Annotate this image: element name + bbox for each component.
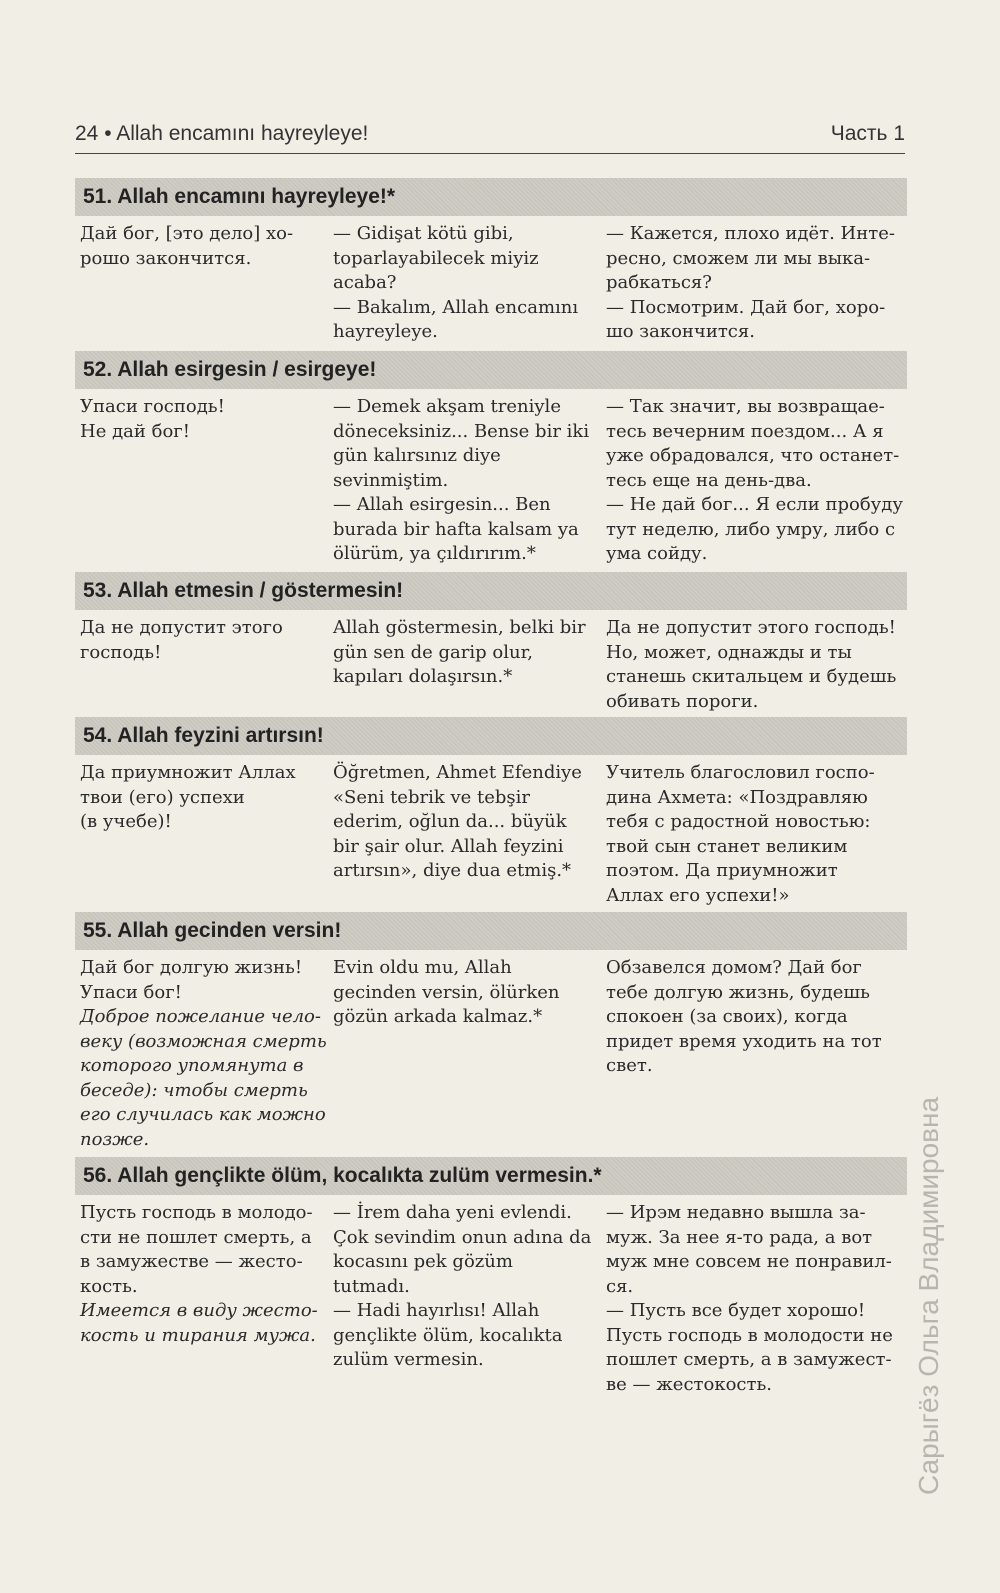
russian-translation: Дай бог, [это дело] хо- рошо закончится. (80, 223, 294, 269)
russian-translation: Упаси господь! Не дай бог! (80, 396, 225, 442)
entry-51 (75, 178, 907, 345)
entry-54 (75, 717, 907, 908)
entry-55 (75, 912, 907, 1152)
russian-translation: Дай бог долгую жизнь! Упаси бог! Доброе пожелание чело- веку (возможная смерть которого упомянута в беседе): чтобы смерть его случилась как можно позже. (75, 956, 329, 1152)
entry-title: 54. Allah feyzini artırsın! (75, 717, 907, 755)
usage-note: Имеется в виду жесто- (80, 1300, 318, 1321)
turkish-example: Öğretmen, Ahmet Efendiye «Seni tebrik ve tebşir ederim, oğlun da... büyük bir şair olur. Allah feyzini artırsın», diye dua etmiş.* (333, 762, 582, 881)
example-translation: — Так значит, вы возвращае- тесь вечерним поездом... А я уже обрадовался, что останет- тесь еще на день-два. — Не дай бог... Я если пробуду тут неделю, либо умру, либо с ума сойду. (606, 396, 903, 564)
example-translation: — Кажется, плохо идёт. Инте- ресно, сможем ли мы выка- рабкаться? — Посмотрим. Дай бог, хоро- шо закончится. (606, 223, 895, 342)
entry-title: 56. Allah gençlikte ölüm, kocalıkta zulüm vermesin.* (75, 1157, 907, 1195)
entry-title: 51. Allah encamını hayreyleye!* (75, 178, 907, 216)
usage-note: Доброе пожелание чело- (80, 1006, 321, 1027)
part-label: Часть 1 (830, 122, 905, 145)
example-translation: Учитель благословил госпо- дина Ахмета: «Поздравляю тебя с радостной новостью: твой сын станет великим поэтом. Да приумножит Аллах его успехи!» (606, 762, 875, 906)
russian-translation: Да не допустит этого господь! (80, 617, 283, 663)
entry-title: 52. Allah esirgesin / esirgeye! (75, 351, 907, 389)
page-header (75, 118, 905, 154)
russian-translation: Пусть господь в молодо- сти не пошлет смерть, а в замужестве — жесто- кость. Имеется в виду жесто- кость и тирания мужа. (75, 1201, 329, 1397)
turkish-example: Evin oldu mu, Allah gecinden versin, ölürken gözün arkada kalmaz.* (333, 957, 560, 1027)
entry-56 (75, 1157, 907, 1397)
example-translation: — Ирэм недавно вышла за- муж. За нее я-то рада, а вот муж мне совсем не понравил- ся. — Пусть все будет хорошо! Пусть господь в молодости не пошлет смерть, а в замужест- ве — жестокость. (606, 1202, 893, 1395)
russian-translation: Да приумножит Аллах твои (его) успехи (в учебе)! (80, 762, 296, 832)
entry-title: 55. Allah gecinden versin! (75, 912, 907, 950)
turkish-example: Allah göstermesin, belki bir gün sen de garip olur, kapıları dolaşırsın.* (333, 617, 586, 687)
entry-53 (75, 572, 907, 714)
owner-watermark: Сарыгёз Ольга Владимировна (913, 1096, 944, 1495)
entry-title: 53. Allah etmesin / göstermesin! (75, 572, 907, 610)
turkish-example: — İrem daha yeni evlendi. Çok sevindim onun adına da kocasını pek gözüm tutmadı. — Hadi hayırlısı! Allah gençlikte ölüm, kocalıkta zulüm vermesin. (333, 1202, 592, 1370)
running-title: 24 • Allah encamını hayreyleye! (75, 122, 369, 145)
turkish-example: — Gidişat kötü gibi, toparlayabilecek miyiz acaba? — Bakalım, Allah encamını hayreyleye. (333, 223, 579, 342)
entry-52 (75, 351, 907, 567)
example-translation: Обзавелся домом? Дай бог тебе долгую жизнь, будешь спокоен (за своих), когда придет время уходить на тот свет. (606, 957, 882, 1076)
turkish-example: — Demek akşam treniyle döneceksiniz... Bense bir iki gün kalırsınız diye sevinmiştim. — Allah esirgesin... Ben burada bir hafta kalsam ya ölürüm, ya çıldırırım.* (333, 396, 590, 564)
example-translation: Да не допустит этого господь! Но, может, однажды и ты станешь скитальцем и будешь обивать пороги. (606, 617, 897, 712)
